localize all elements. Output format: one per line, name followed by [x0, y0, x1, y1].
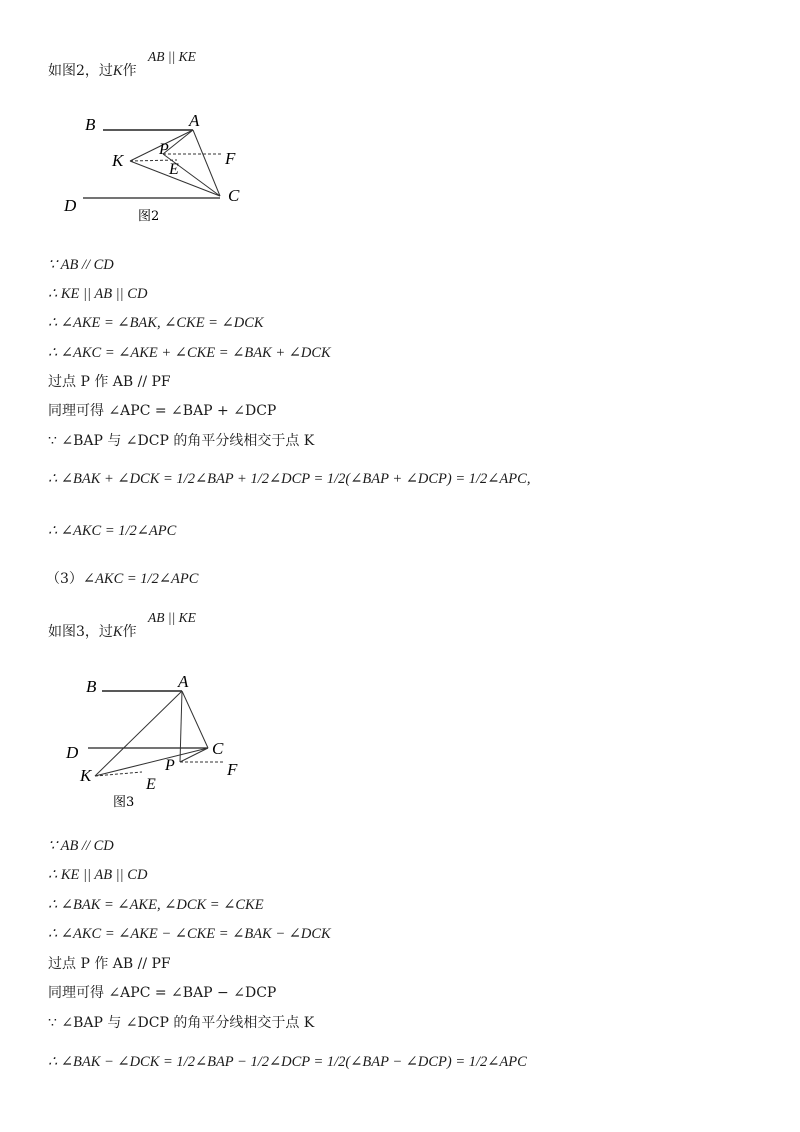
fig3-label-F: F: [227, 760, 238, 779]
fig2-label-A: A: [189, 111, 200, 130]
fig2-label-P: P: [159, 141, 169, 158]
part3-expression: ∠AKC = 1/2∠APC: [82, 571, 199, 587]
proof2-line-4: ∴ ∠AKC = ∠AKE + ∠CKE = ∠BAK + ∠DCK: [48, 345, 331, 361]
proof3-line-3: ∴ ∠BAK = ∠AKE, ∠DCK = ∠CKE: [48, 897, 264, 913]
fig3-label-D: D: [66, 743, 79, 762]
fig2-label-E: E: [169, 161, 179, 178]
figure-3: [60, 672, 260, 812]
fig2-caption: 图2: [138, 209, 160, 224]
fig2-label-K: K: [112, 151, 124, 170]
part3-number: （3）: [46, 571, 83, 587]
proof2-line-7: ∵ ∠BAP 与 ∠DCP 的角平分线相交于点 K: [48, 433, 315, 449]
proof3-line-1: ∵ AB // CD: [48, 838, 114, 854]
intro-fig2-text: 如图2，过: [48, 63, 113, 79]
fig3-label-C: C: [212, 739, 224, 758]
fig2-label-C: C: [228, 186, 240, 205]
intro-fig3-var: K: [112, 624, 123, 640]
fig2-label-D: D: [64, 196, 77, 215]
intro-fig2-relation: AB || KE: [148, 49, 196, 64]
fig2-label-B: B: [85, 115, 96, 134]
intro-fig2: [48, 62, 137, 80]
fig3-label-P: P: [165, 757, 175, 774]
fig3-label-K: K: [80, 766, 92, 785]
intro-fig3-text: 如图3，过: [48, 624, 113, 640]
fig3-label-B: B: [86, 677, 97, 696]
part3-heading: [46, 570, 198, 588]
fig3-label-A: A: [178, 672, 189, 691]
intro-fig3-tail: 作: [122, 624, 137, 640]
proof2-line-6: 同理可得 ∠APC = ∠BAP + ∠DCP: [48, 403, 277, 419]
proof3-line-4: ∴ ∠AKC = ∠AKE − ∠CKE = ∠BAK − ∠DCK: [48, 926, 331, 942]
intro-fig3: [48, 623, 137, 641]
proof3-fraction-line: ∴ ∠BAK − ∠DCK = 1/2∠BAP − 1/2∠DCP = 1/2(∠BAP − ∠DCP) = 1/2∠APC: [48, 1054, 527, 1070]
intro-fig2-tail: 作: [122, 63, 137, 79]
proof2-line-5: 过点 P 作 AB // PF: [48, 374, 171, 390]
proof3-line-2: ∴ KE || AB || CD: [48, 867, 148, 883]
proof3-line-7: ∵ ∠BAP 与 ∠DCP 的角平分线相交于点 K: [48, 1015, 315, 1031]
proof2-conclusion: ∴ ∠AKC = 1/2∠APC: [48, 523, 177, 539]
intro-fig2-var: K: [112, 63, 123, 79]
fig2-label-F: F: [225, 149, 236, 168]
intro-fig3-relation: AB || KE: [148, 610, 196, 625]
proof3-line-6: 同理可得 ∠APC = ∠BAP − ∠DCP: [48, 985, 277, 1001]
proof2-line-3: ∴ ∠AKE = ∠BAK, ∠CKE = ∠DCK: [48, 315, 264, 331]
fig3-label-E: E: [146, 776, 156, 793]
figure-2: [55, 108, 285, 228]
proof2-line-1: ∵ AB // CD: [48, 257, 114, 273]
proof2-line-2: ∴ KE || AB || CD: [48, 286, 148, 302]
proof2-fraction-line: ∴ ∠BAK + ∠DCK = 1/2∠BAP + 1/2∠DCP = 1/2(∠BAP + ∠DCP) = 1/2∠APC,: [48, 471, 531, 487]
fig3-caption: 图3: [113, 795, 135, 810]
proof3-line-5: 过点 P 作 AB // PF: [48, 956, 171, 972]
